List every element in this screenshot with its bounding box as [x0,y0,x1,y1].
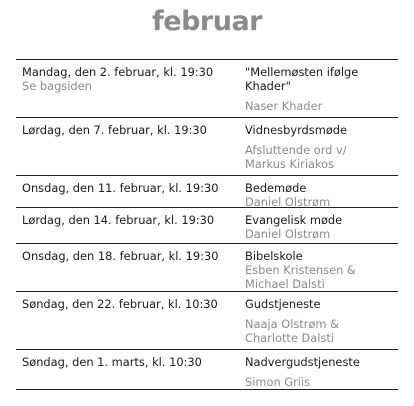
event-date-column [16,208,245,243]
event-row [16,176,398,208]
event-title: Bedemøde [245,181,307,195]
event-date-column [16,350,245,389]
event-date: Søndag, den 1. marts, kl. 10:30 [22,355,202,369]
event-date: Onsdag, den 11. februar, kl. 19:30 [22,181,219,195]
event-speaker: Simon Griis [245,375,311,389]
event-title: Bibelskole [245,249,303,263]
event-detail-column [245,208,398,243]
event-title: Vidnesbyrdsmøde [245,123,348,137]
event-date-column [16,292,245,349]
event-title: Evangelisk møde [245,213,343,227]
event-detail-column [245,60,398,117]
event-row [16,118,398,176]
events-list [16,59,398,390]
event-speaker: Esben Kristensen & Michael Dalsti [245,263,356,291]
event-date: Mandag, den 2. februar, kl. 19:30 [22,65,214,79]
event-row [16,60,398,118]
event-speaker: Naaja Olstrøm & Charlotte Dalsti [245,317,340,345]
event-date: Lørdag, den 14. februar, kl. 19:30 [22,213,215,227]
event-detail-column [245,350,398,389]
event-date: Lørdag, den 7. februar, kl. 19:30 [22,123,207,137]
event-date-column [16,176,245,207]
event-detail-column [245,176,398,207]
page-title: februar [152,6,262,37]
event-title: "Mellemøsten ifølge Khader" [245,65,359,93]
event-speaker: Naser Khader [245,99,323,113]
event-date-column [16,244,245,291]
event-date: Onsdag, den 18. februar, kl. 19:30 [22,249,219,263]
event-note: Se bagsiden [22,79,92,93]
event-date: Søndag, den 22. februar, kl. 10:30 [22,297,218,311]
event-speaker: Afsluttende ord v/ Markus Kiriakos [245,143,347,171]
event-date-column [16,60,245,117]
event-detail-column [245,292,398,349]
event-row [16,292,398,350]
event-speaker: Daniel Olstrøm [245,195,331,209]
event-title: Gudstjeneste [245,297,321,311]
event-row [16,350,398,390]
event-detail-column [245,244,398,291]
event-date-column [16,118,245,175]
event-detail-column [245,118,398,175]
event-row [16,244,398,292]
event-row [16,208,398,244]
event-title: Nadvergudstjeneste [245,355,360,369]
event-speaker: Daniel Olstrøm [245,227,331,241]
